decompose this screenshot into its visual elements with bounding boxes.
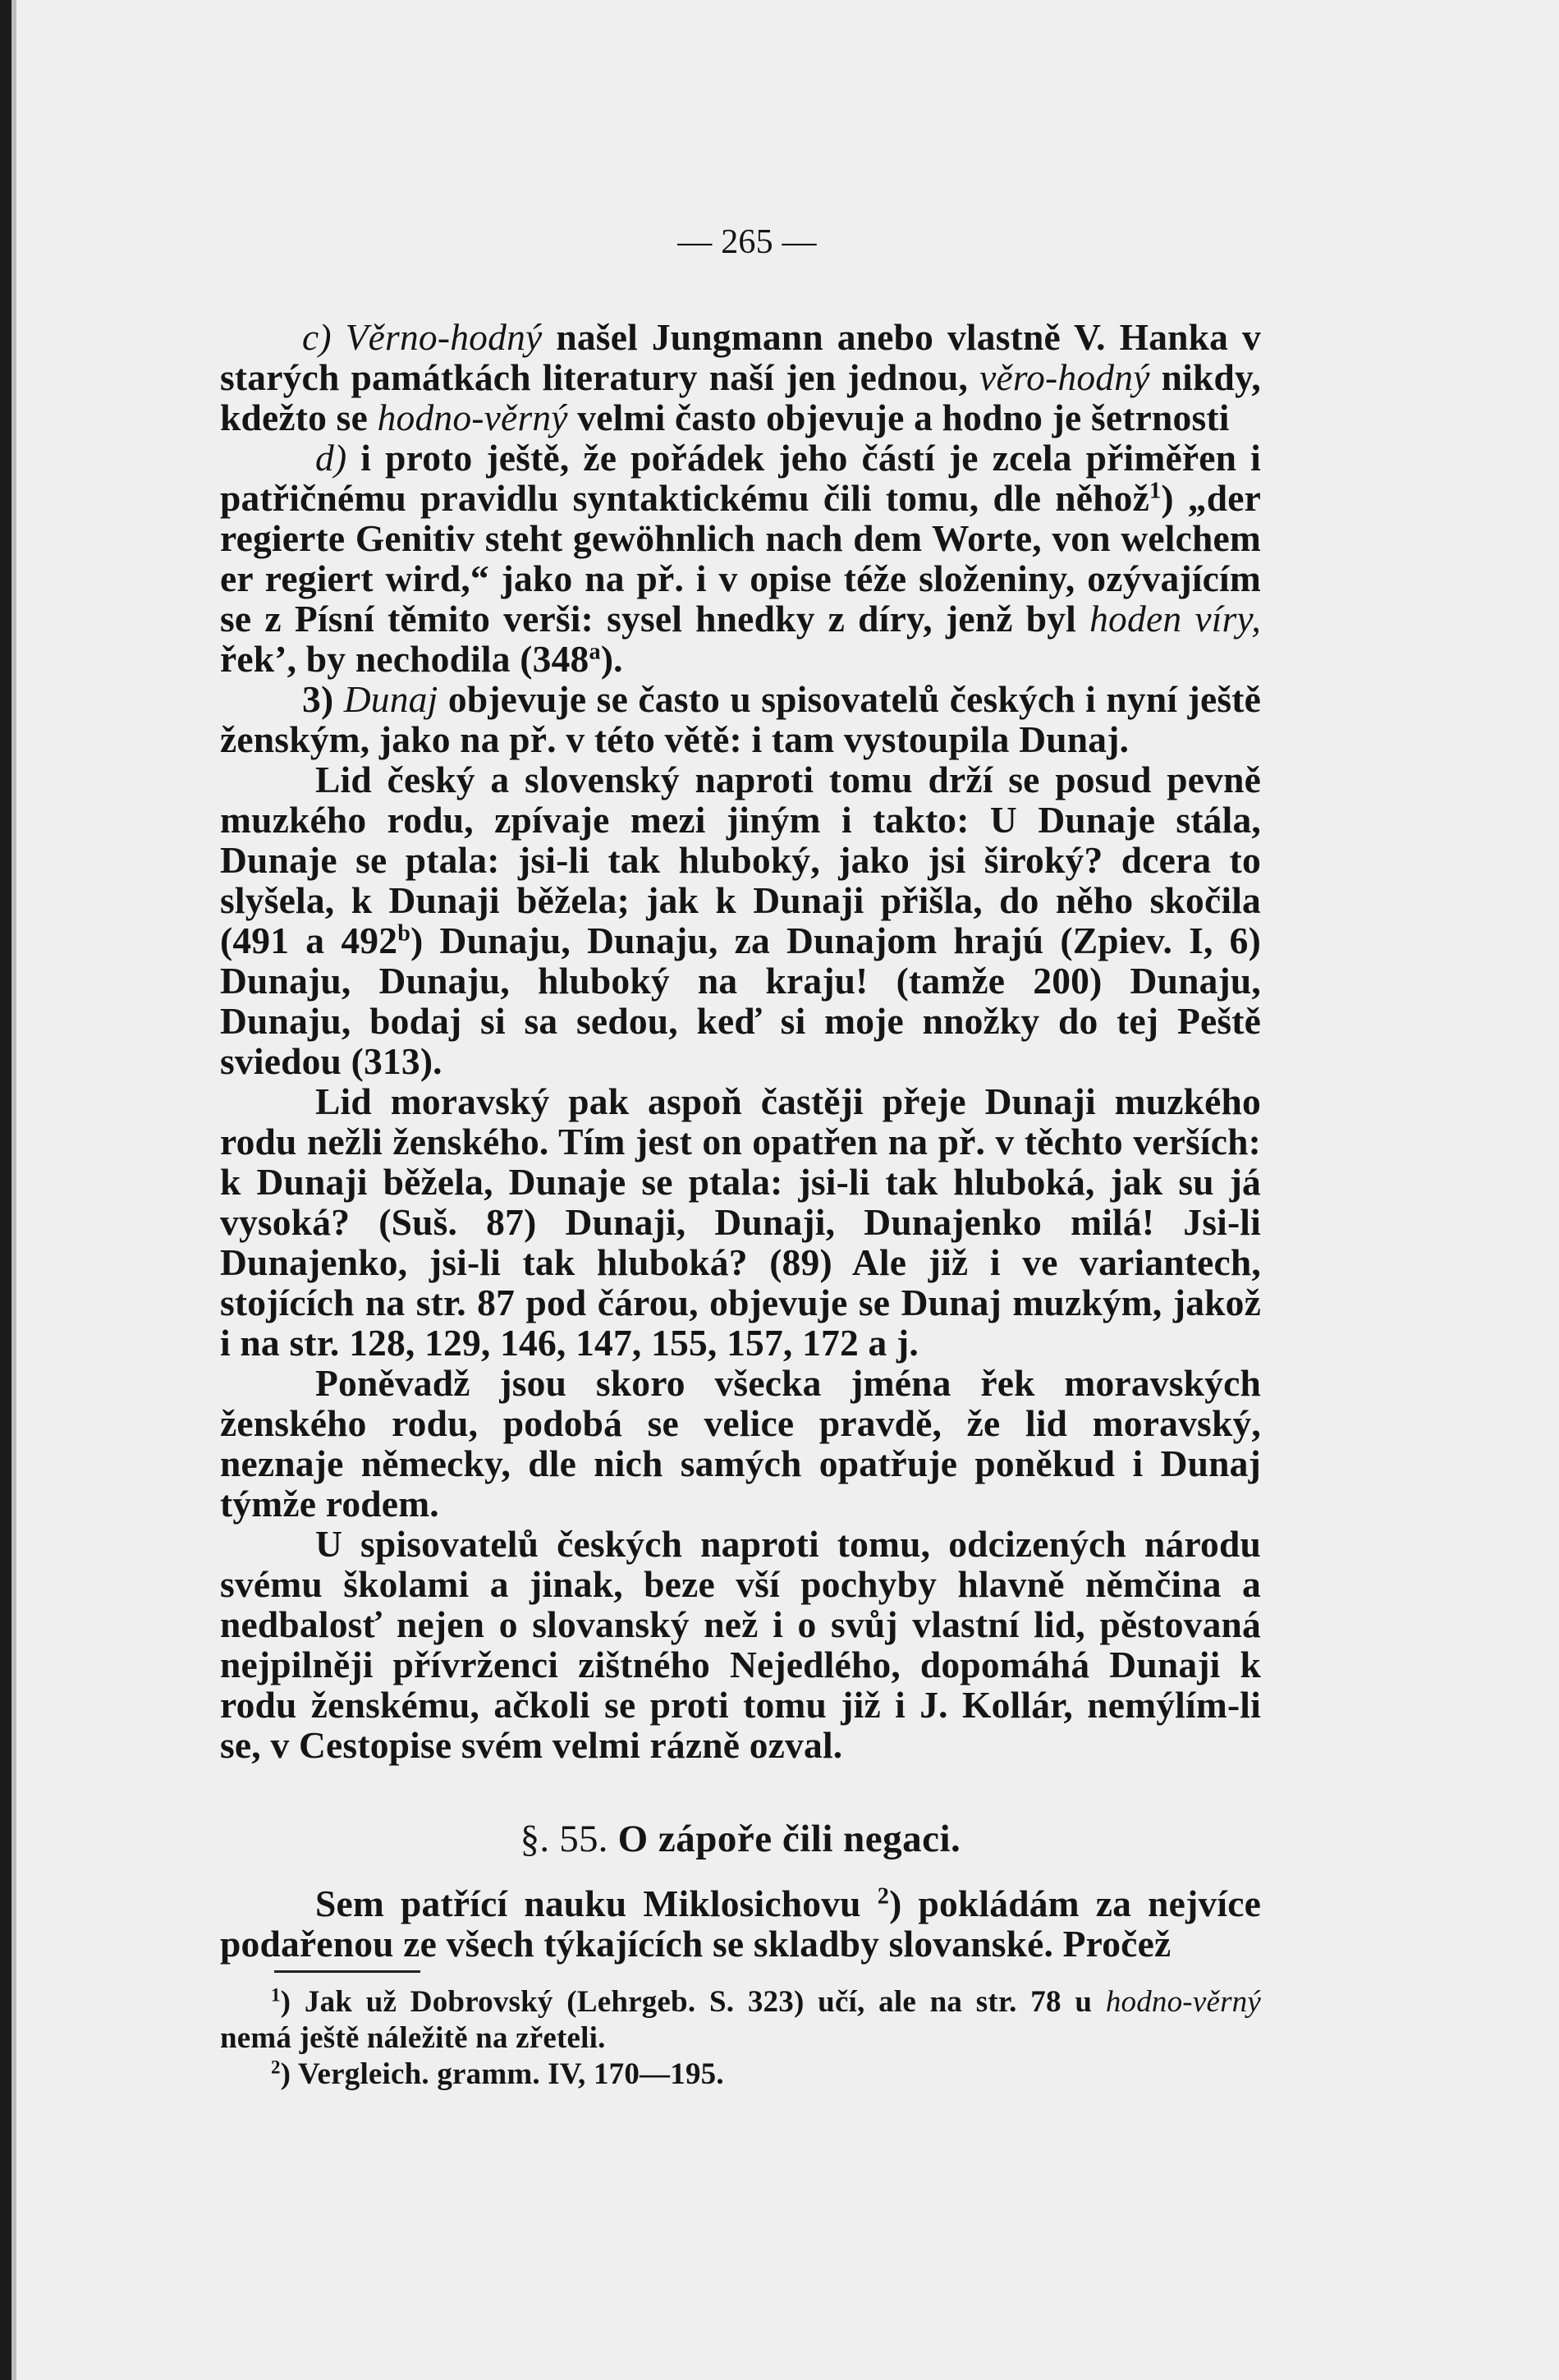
text: Sem patřící nauku Miklosichovu xyxy=(315,1882,861,1924)
paragraph-d xyxy=(220,438,1261,679)
paragraph-lid-cesky xyxy=(220,759,1261,1081)
text: ) „der regierte Genitiv steht gewöhnlich nach dem Worte, von welchem er regiert wird,“ jako na př. i v opise téže složeniny, ozývajícím se z Písní těmito verši: sysel hnedky z díry, jenž byl xyxy=(220,477,1261,640)
term-verno-hodny: Věrno-hodný xyxy=(345,316,543,358)
footnote-ref-2: 2 xyxy=(877,1883,890,1910)
scan-edge xyxy=(0,0,11,2380)
text: i proto ještě, že pořádek jeho částí je zcela přiměřen i patřičnému pravidlu syntaktickému čili tomu, dle něhož xyxy=(220,437,1261,519)
text: nikdy, kdežto se xyxy=(220,356,1261,438)
text-block xyxy=(220,222,1261,2093)
term-dunaj: Dunaj xyxy=(343,678,438,720)
text: Lid český a slovenský naproti tomu drží se posud pevně muzkého rodu, zpívaje mezi jiným i takto: U Dunaje stála, Dunaje se ptala: jsi-li tak hluboký, jako jsi široký? dcera to slyšela, k Dunaji běžela; jak k Dunaji přišla, do něho skočila (491 a 492 xyxy=(220,759,1261,961)
paragraph-3 xyxy=(220,679,1261,759)
label-d: d) xyxy=(315,437,347,479)
text: našel Jungmann anebo vlastně V. Hanka v starých památkách literatury naší jen jednou, xyxy=(220,316,1261,398)
text: ). xyxy=(600,638,623,680)
text: objevuje se často u spisovatelů českých i nyní ještě ženským, jako na př. v této větě: i tam vystoupila Dunaj. xyxy=(220,678,1262,760)
section-number: §. 55. xyxy=(520,1818,608,1860)
section-heading xyxy=(220,1816,1261,1862)
footnote-2 xyxy=(220,2057,1261,2093)
footnote-ref-1: 1 xyxy=(1149,478,1162,504)
paragraph-u-spisovatelu: U spisovatelů českých naproti tomu, odcizených národu svému školami a jinak, beze vší pochyby hlavně němčina a nedbalosť nejen o slovanský než i o svůj vlastní lid, pěstovaná nejpilněji přívrženci zištného Nejedlého, dopomáhá Dunaji k rodu ženskému, ačkoli se proti tomu již i J. Kollár, nemýlím-li se, v Cestopise svém velmi rázně ozval. xyxy=(220,1523,1261,1766)
label-c: c) xyxy=(302,316,332,358)
text: ) Vergleich. gramm. IV, 170—195. xyxy=(280,2057,724,2091)
paragraph-sem-patrici xyxy=(220,1883,1261,1964)
superscript-a: a xyxy=(589,639,601,665)
paragraph-ponevadz: Poněvadž jsou skoro všecka jména řek moravských ženského rodu, podobá se velice pravdě, že lid moravský, neznaje německy, dle nich samých opatřuje poněkud i Dunaj týmže rodem. xyxy=(220,1362,1261,1525)
footnote-mark-2: 2 xyxy=(271,2057,281,2078)
text: řek’, by nechodila (348 xyxy=(220,638,589,680)
text: ) pokládám za nejvíce podařenou ze všech týkajících se skladby slovanské. Pročež xyxy=(220,1882,1262,1965)
term-vero-hodny: věro-hodný xyxy=(979,356,1150,398)
book-page xyxy=(16,0,1559,2380)
text: nemá ještě náležitě na zřeteli. xyxy=(220,2021,606,2055)
text: ) Jak už Dobrovský (Lehrgeb. S. 323) učí, ale na str. 78 u xyxy=(280,1985,1106,2019)
term-hoden-viry: hoden víry, xyxy=(1089,598,1262,640)
footnote-mark-1: 1 xyxy=(271,1984,281,2006)
paragraph-c xyxy=(220,317,1261,438)
text: ) Dunaju, Dunaju, za Dunajom hrajú (Zpiev. I, 6) Dunaju, Dunaju, hluboký na kraju! (tamže 200) Dunaju, Dunaju, bodaj si sa sedou, keď si moje nnožky do tej Peště sviedou (313). xyxy=(220,919,1261,1082)
footnote-term: hodno-věrný xyxy=(1105,1985,1261,2019)
label-3: 3) xyxy=(302,678,334,720)
footnote-rule xyxy=(274,1970,420,1973)
text: velmi často objevuje a hodno je šetrnosti xyxy=(567,397,1230,438)
section-title: O zápoře čili negaci. xyxy=(617,1818,961,1860)
paragraph-lid-moravsky: Lid moravský pak aspoň častěji přeje Dunaji muzkého rodu nežli ženského. Tím jest on opatřen na př. v těchto verších: k Dunaji běžela, Dunaje se ptala: jsi-li tak hluboká, jak su já vysoká? (Suš. 87) Dunaji, Dunaji, Dunajenko milá! Jsi-li Dunajenko, jsi-li tak hluboká? (89) Ale již i ve variantech, stojících na str. 87 pod čárou, objevuje se Dunaj muzkým, jakož i na str. 128, 129, 146, 147, 155, 157, 172 a j. xyxy=(220,1080,1261,1364)
term-hodno-verny: hodno-věrný xyxy=(377,397,568,438)
page-number: — 265 — xyxy=(677,223,817,261)
footnote-1 xyxy=(220,1984,1261,2057)
superscript-b: b xyxy=(397,920,411,947)
